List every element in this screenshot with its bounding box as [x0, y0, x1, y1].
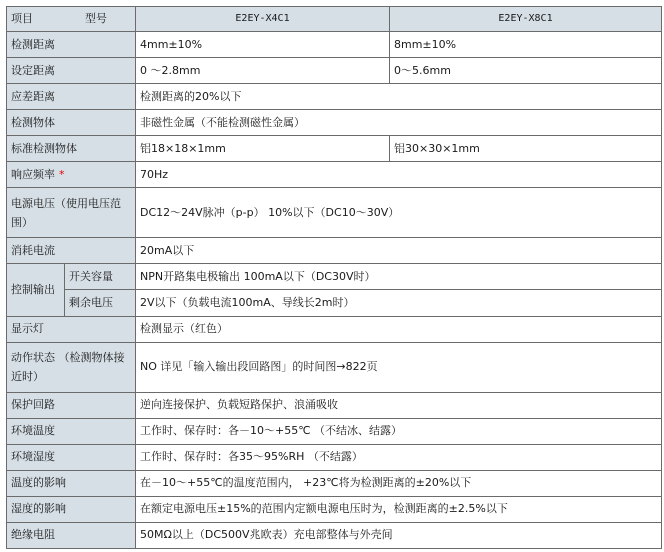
row-value: 工作时、保存时：各35～95%RH （不结露）: [136, 444, 662, 470]
row-value: 70Hz: [136, 162, 662, 188]
row-standard-object: [7, 136, 662, 162]
row-label: 检测物体: [7, 110, 136, 136]
row-response-frequency: [7, 162, 662, 188]
row-value-x8c1: 0～5.6mm: [390, 58, 662, 84]
row-current-consumption: [7, 238, 662, 264]
row-label: 电源电压（使用电压范围）: [7, 188, 136, 238]
row-value: 检测距离的20%以下: [136, 84, 662, 110]
sub-row-label: 开关容量: [65, 264, 136, 290]
row-ambient-temperature: [7, 418, 662, 444]
header-model-x4c1: E2EY-X4C1: [136, 7, 390, 32]
row-value: 50MΩ以上（DC500V兆欧表）充电部整体与外壳间: [136, 522, 662, 548]
row-value: 在额定电源电压±15%的范围内定额电源电压时为，检测距离的±2.5%以下: [136, 496, 662, 522]
row-operation-mode: [7, 342, 662, 392]
row-value-x4c1: 4mm±10%: [136, 32, 390, 58]
row-label: 标准检测物体: [7, 136, 136, 162]
row-value: 非磁性金属（不能检测磁性金属）: [136, 110, 662, 136]
row-value: 在－10～+55℃的温度范围内， +23℃将为检测距离的±20%以下: [136, 470, 662, 496]
row-value-x8c1: 铝30×30×1mm: [390, 136, 662, 162]
footnote-mark: *: [59, 167, 65, 181]
specification-table: [6, 6, 662, 549]
row-residual-voltage: [7, 290, 662, 316]
row-ambient-humidity: [7, 444, 662, 470]
header-item-label: 项目: [11, 12, 33, 26]
control-output-label: 控制输出: [7, 264, 65, 316]
row-label: 显示灯: [7, 316, 136, 342]
row-detectable-object: [7, 110, 662, 136]
sub-row-label: 剩余电压: [65, 290, 136, 316]
row-value: DC12～24V脉冲（p-p） 10%以下（DC10～30V）: [136, 188, 662, 238]
row-label: 响应频率: [11, 167, 55, 181]
row-voltage-influence: [7, 496, 662, 522]
row-set-distance: [7, 58, 662, 84]
row-value-x4c1: 铝18×18×1mm: [136, 136, 390, 162]
row-label: 环境温度: [7, 418, 136, 444]
row-value: 2V以下（负载电流100mA、导线长2m时）: [136, 290, 662, 316]
header-model-x8c1: E2EY-X8C1: [390, 7, 662, 32]
row-label: 环境湿度: [7, 444, 136, 470]
row-label: 应差距离: [7, 84, 136, 110]
row-differential-distance: [7, 84, 662, 110]
row-label: 保护回路: [7, 392, 136, 418]
row-protection-circuit: [7, 392, 662, 418]
row-label: 设定距离: [7, 58, 136, 84]
row-switching-capacity: [7, 264, 662, 290]
row-value: 工作时、保存时：各－10～+55℃ （不结冰、结露）: [136, 418, 662, 444]
row-label: 消耗电流: [7, 238, 136, 264]
row-value-x4c1: 0 ～2.8mm: [136, 58, 390, 84]
row-insulation-resistance: [7, 522, 662, 548]
row-value-x8c1: 8mm±10%: [390, 32, 662, 58]
row-label: 绝缘电阻: [7, 522, 136, 548]
row-label: 动作状态 （检测物体接近时）: [7, 342, 136, 392]
row-label: 湿度的影响: [7, 496, 136, 522]
row-value: NPN开路集电极输出 100mA以下（DC30V时）: [136, 264, 662, 290]
row-value: NO 详见「输入输出段回路图」的时间图→822页: [136, 342, 662, 392]
header-item-model-cell: [7, 7, 136, 32]
header-model-label: 型号: [85, 12, 107, 26]
row-temperature-influence: [7, 470, 662, 496]
header-row: [7, 7, 662, 32]
row-label: 检测距离: [7, 32, 136, 58]
row-indicator: [7, 316, 662, 342]
row-power-supply: [7, 188, 662, 238]
row-value: 逆向连接保护、负载短路保护、浪涌吸收: [136, 392, 662, 418]
row-label-cell: [7, 162, 136, 188]
row-detection-distance: [7, 32, 662, 58]
row-value: 20mA以下: [136, 238, 662, 264]
row-label: 温度的影响: [7, 470, 136, 496]
row-value: 检测显示（红色）: [136, 316, 662, 342]
